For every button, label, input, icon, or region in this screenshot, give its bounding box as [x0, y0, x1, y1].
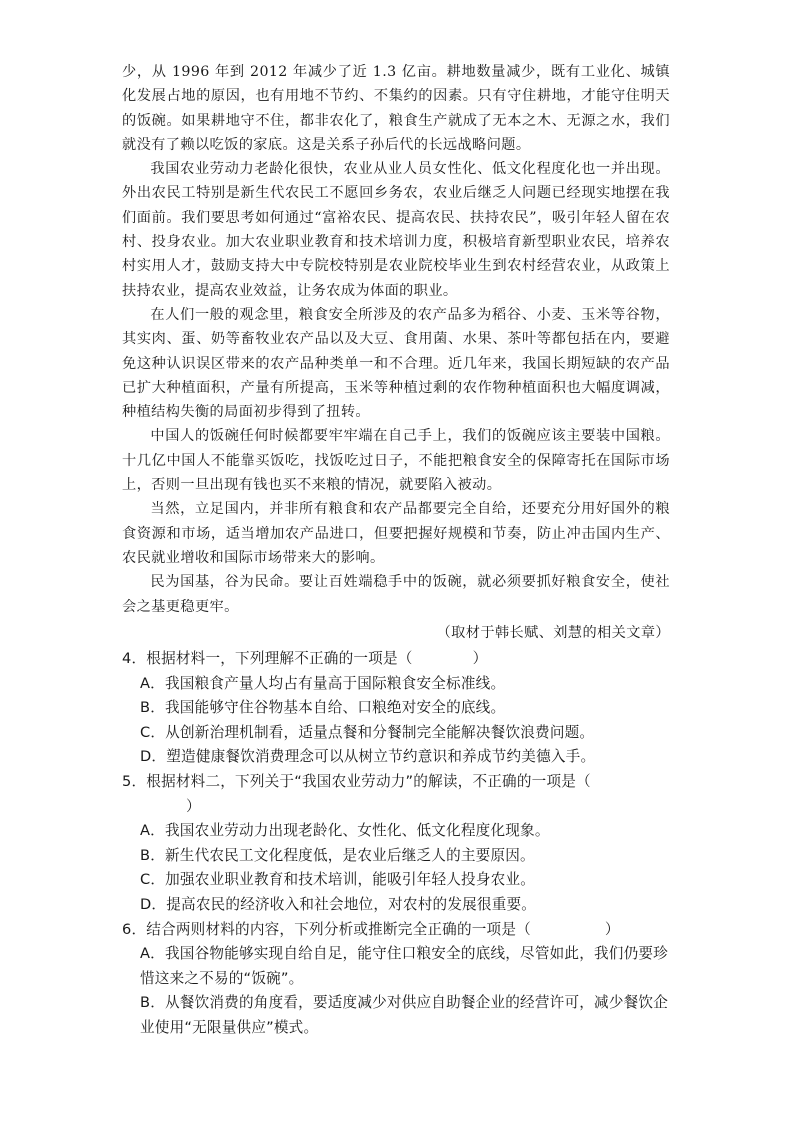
passage-paragraph-5: 当然，立足国内，并非所有粮食和农产品都要完全自给，还要充分用好国外的粮食资源和市场，适当增加农产品进口，但要把握好规模和节奏，防止冲击国内生产、农民就业增收和国际市场带来大的影响。 [122, 501, 670, 566]
question-4-option-b: B．我国能够守住谷物基本自给、口粮绝对安全的底线。 [140, 699, 506, 717]
question-4-option-c: C．从创新治理机制看，适量点餐和分餐制完全能解决餐饮浪费问题。 [140, 723, 595, 741]
question-5-option-c: C．加强农业职业教育和技术培训，能吸引年轻人投身农业。 [140, 871, 536, 889]
question-6-stem-end: ） [604, 920, 620, 938]
question-4 [122, 647, 682, 770]
question-6-stem: 6．结合两则材料的内容，下列分析或推断完全正确的一项是（ [122, 920, 531, 938]
passage-source: （取材于韩长赋、刘慧的相关文章） [436, 624, 670, 641]
question-6-option-a: A．我国谷物能够实现自给自足，能守住口粮安全的底线，尽管如此，我们仍要珍惜这来之不易的“饭碗”。 [140, 945, 668, 987]
question-5 [122, 770, 682, 918]
question-4-stem-end: ） [472, 650, 488, 667]
passage-paragraph-2: 我国农业劳动力老龄化很快，农业从业人员女性化、低文化程度化也一并出现。外出农民工特别是新生代农民工不愿回乡务农，农业后继乏人问题已经现实地摆在我们面前。我们要思考如何通过“富裕农民、提高农民、扶持农民”，吸引年轻人留在农村、投身农业。加大农业职业教育和技术培训力度，积极培育新型职业农民，培养农村实用人才，鼓励支持大中专院校特别是农业院校毕业生到农村经营农业，从政策上扶持农业，提高农业效益，让务农成为体面的职业。 [122, 161, 670, 299]
question-4-option-d: D．塑造健康餐饮消费理念可以从树立节约意识和养成节约美德入手。 [140, 748, 596, 766]
question-list [122, 647, 682, 1041]
passage-paragraph-1: 少，从 1996 年到 2012 年减少了近 1.3 亿亩。耕地数量减少，既有工业化、城镇化发展占地的原因，也有用地不节约、不集约的因素。只有守住耕地，才能守住明天的饭碗。如果耕地守不住，都非农化了，粮食生产就成了无本之木、无源之水，我们就没有了赖以吃饭的家底。这是关系子孙后代的长远战略问题。 [122, 64, 670, 153]
question-5-stem-end: ） [186, 797, 201, 815]
question-4-option-a: A．我国粮食产量人均占有量高于国际粮食安全标准线。 [140, 674, 506, 692]
question-4-stem: 4．根据材料一，下列理解不正确的一项是（ [122, 650, 413, 667]
question-5-option-a: A．我国农业劳动力出现老龄化、女性化、低文化程度化现象。 [140, 822, 550, 840]
question-6 [122, 918, 682, 1041]
question-5-stem: 5．根据材料二，下列关于“我国农业劳动力”的解读，不正确的一项是（ [122, 772, 591, 790]
passage-paragraph-3: 在人们一般的观念里，粮食安全所涉及的农产品多为稻谷、小麦、玉米等谷物，其实肉、蛋、奶等畜牧业农产品以及大豆、食用菌、水果、茶叶等都包括在内，要避免这种认识误区带来的农产品种类单一和不合理。近几年来，我国长期短缺的农产品已扩大种植面积，产量有所提高，玉米等种植过剩的农作物种植面积也大幅度调减，种植结构失衡的局面初步得到了扭转。 [122, 306, 670, 421]
passage-paragraph-4: 中国人的饭碗任何时候都要牢牢端在自己手上，我们的饭碗应该主要装中国粮。十几亿中国人不能靠买饭吃，找饭吃过日子，不能把粮食安全的保障寄托在国际市场上，否则一旦出现有钱也买不来粮的情况，就要陷入被动。 [122, 428, 670, 494]
reading-passage [122, 60, 670, 645]
question-5-option-b: B．新生代农民工文化程度低，是农业后继乏人的主要原因。 [140, 846, 535, 864]
passage-paragraph-6: 民为国基，谷为民命。要让百姓端稳手中的饭碗，就必须要抓好粮食安全，使社会之基更稳更牢。 [122, 574, 670, 615]
question-6-option-b: B．从餐饮消费的角度看，要适度减少对供应自助餐企业的经营许可，减少餐饮企业使用“无限量供应”模式。 [140, 994, 668, 1036]
question-5-option-d: D．提高农民的经济收入和社会地位，对农村的发展很重要。 [140, 895, 537, 913]
